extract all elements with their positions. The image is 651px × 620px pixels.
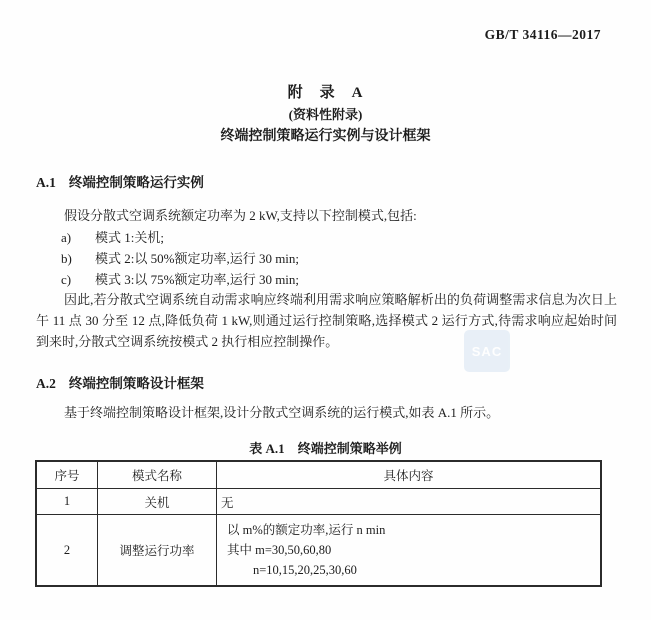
list-item-label: b) xyxy=(61,251,72,266)
cell-no: 2 xyxy=(36,515,98,587)
appendix-title-block xyxy=(0,82,651,148)
cell-mode: 关机 xyxy=(98,489,217,515)
list-item-label: c) xyxy=(61,272,72,287)
table-caption-label: 表 A.1 xyxy=(249,441,285,456)
paragraph-a2: 基于终端控制策略设计框架,设计分散式空调系统的运行模式,如表 A.1 所示。 xyxy=(64,405,500,420)
cell-content xyxy=(217,515,602,587)
sac-watermark: SAC xyxy=(464,330,510,372)
section-a2-heading xyxy=(36,372,617,392)
header-cell-no: 序号 xyxy=(36,461,98,489)
section-a1-heading xyxy=(36,171,617,191)
content-line: n=10,15,20,25,30,60 xyxy=(253,563,357,577)
appendix-type: (资料性附录) xyxy=(288,107,363,122)
section-a1-title: 终端控制策略运行实例 xyxy=(68,175,204,190)
list-item xyxy=(61,227,617,248)
section-a2-title: 终端控制策略设计框架 xyxy=(68,376,204,391)
list-item-text: 模式 3:以 75%额定功率,运行 30 min; xyxy=(95,272,300,287)
header-cell-content: 具体内容 xyxy=(217,461,602,489)
doc-number: GB/T 34116—2017 xyxy=(484,27,601,42)
cell-content: 无 xyxy=(217,489,602,515)
content-line: 以 m%的额定功率,运行 n min xyxy=(227,523,386,537)
table-caption-title: 终端控制策略举例 xyxy=(297,441,402,456)
list-item-label: a) xyxy=(61,230,72,245)
paragraph-a1-intro: 假设分散式空调系统额定功率为 2 kW,支持以下控制模式,包括: xyxy=(64,208,417,223)
list-item-text: 模式 2:以 50%额定功率,运行 30 min; xyxy=(95,251,300,266)
mode-list xyxy=(61,227,617,290)
cell-mode: 调整运行功率 xyxy=(98,515,217,587)
table-row xyxy=(36,489,601,515)
list-item xyxy=(61,269,617,290)
table-caption xyxy=(0,438,651,457)
section-a1-number: A.1 xyxy=(36,175,56,190)
header-cell-mode: 模式名称 xyxy=(98,461,217,489)
paragraph-a1-main: 因此,若分散式空调系统自动需求响应终端利用需求响应策略解析出的负荷调整需求信息为次日上午 11 点 30 分至 12 点,降低负荷 1 kW,则通过运行控制策略,选择模式 2 运行方式,待需求响应起始时间到来时,分散式空调系统按模式 2 执行相应控制操作。 xyxy=(36,292,617,349)
list-item xyxy=(61,248,617,269)
section-a2-number: A.2 xyxy=(36,376,56,391)
appendix-title: 附 录 A xyxy=(287,85,364,101)
list-item-text: 模式 1:关机; xyxy=(95,230,164,245)
table-row xyxy=(36,515,601,587)
appendix-subject: 终端控制策略运行实例与设计框架 xyxy=(220,129,431,144)
control-strategy-table xyxy=(35,460,602,587)
table-header-row xyxy=(36,461,601,489)
content-line: 其中 m=30,50,60,80 xyxy=(227,543,332,557)
cell-no: 1 xyxy=(36,489,98,515)
